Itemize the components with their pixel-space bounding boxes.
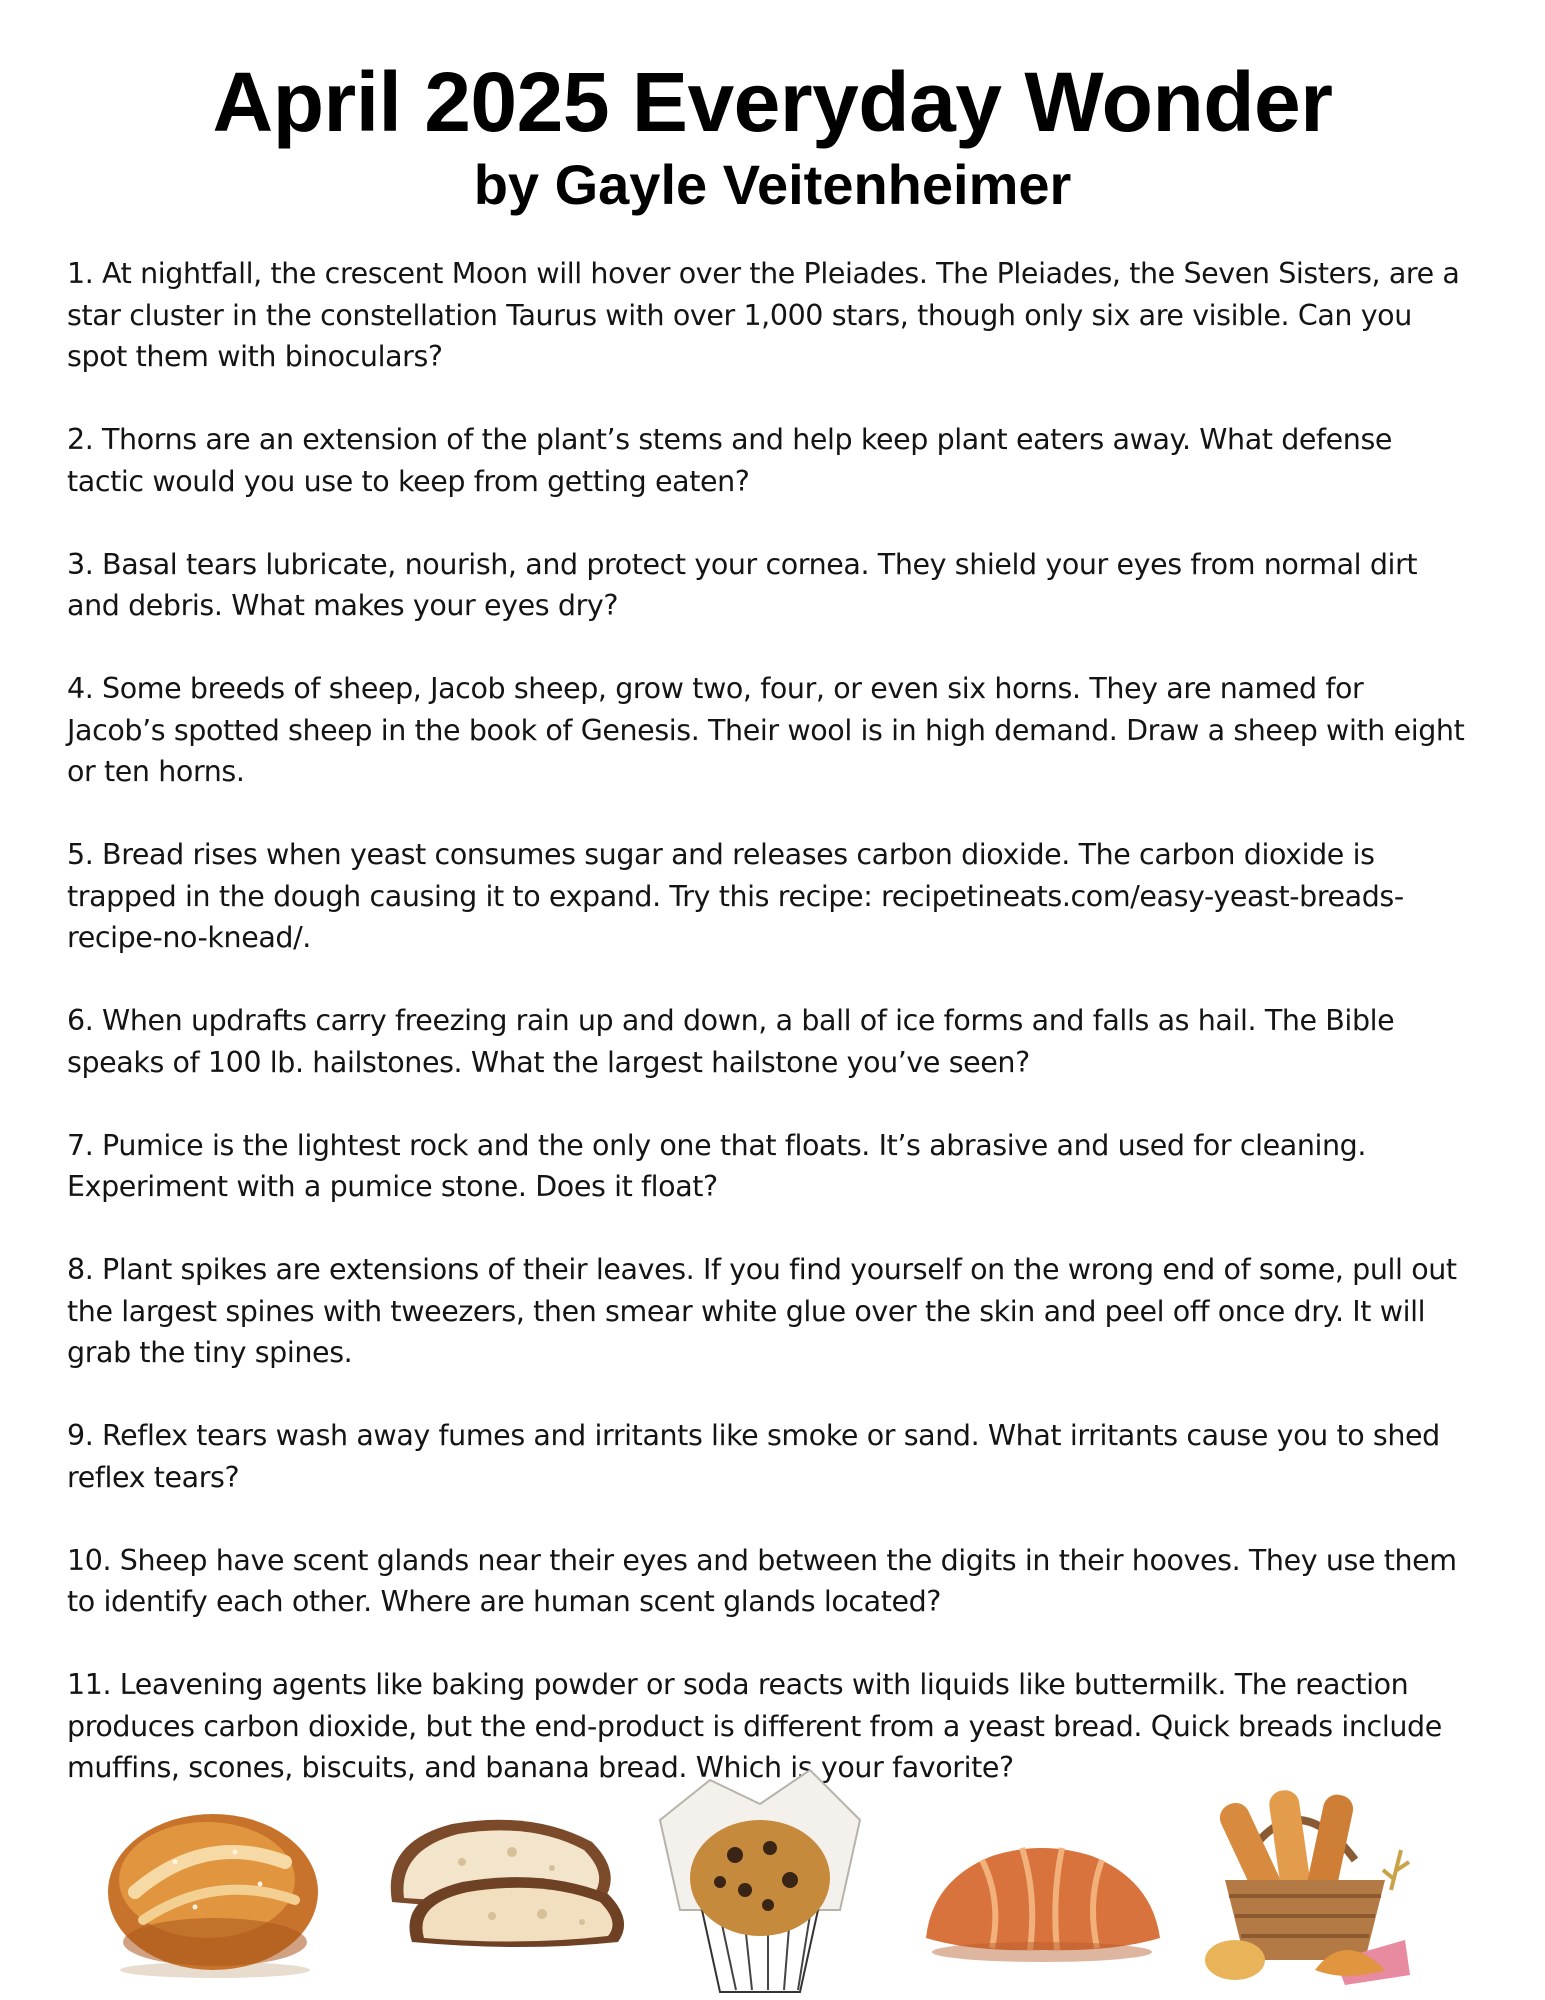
list-item: 4. Some breeds of sheep, Jacob sheep, grow two, four, or even six horns. They are named for Jacob’s spotted sheep in the book of Genesis. Their wool is in high demand. Draw a sheep with eight or ten horns.	[67, 672, 1465, 788]
bread-loaf-icon	[95, 1792, 335, 1982]
list-item: 1. At nightfall, the crescent Moon will hover over the Pleiades. The Pleiades, the Seven Sisters, are a star cluster in the constellation Taurus with over 1,000 stars, though only six are visible. Can you spot them with binoculars?	[67, 257, 1460, 373]
bread-illustrations	[0, 1760, 1545, 2000]
page-title: April 2025 Everyday Wonder	[212, 55, 1333, 149]
list-item: 5. Bread rises when yeast consumes sugar and releases carbon dioxide. The carbon dioxide is trapped in the dough causing it to expand. Try this recipe: recipetineats.com/easy-yeast-breads-recipe-no-knead/.	[67, 838, 1404, 954]
list-item: 8. Plant spikes are extensions of their leaves. If you find yourself on the wrong end of some, pull out the largest spines with tweezers, then smear white glue over the skin and peel off once dry. It will grab the tiny spines.	[67, 1253, 1457, 1369]
bread-slices-icon	[372, 1802, 642, 1952]
list-item: 11. Leavening agents like baking powder or soda reacts with liquids like buttermilk. The reaction produces carbon dioxide, but the end-product is different from a yeast bread. Quick breads include muffins, scones, biscuits, and banana bread. Which is your favorite?	[67, 1668, 1442, 1784]
list-item: 10. Sheep have scent glands near their eyes and between the digits in their hooves. They use them to identify each other. Where are human scent glands located?	[67, 1543, 1457, 1618]
list-item: 7. Pumice is the lightest rock and the only one that floats. It’s abrasive and used for cleaning. Experiment with a pumice stone. Does it float?	[67, 1128, 1367, 1203]
wonder-list	[67, 253, 1467, 1830]
bread-basket-icon	[1195, 1770, 1415, 1990]
list-item: 2. Thorns are an extension of the plant’s stems and help keep plant eaters away. What defense tactic would you use to keep from getting eaten?	[67, 423, 1393, 498]
author-byline: by Gayle Veitenheimer	[473, 153, 1072, 216]
list-item: 3. Basal tears lubricate, nourish, and protect your cornea. They shield your eyes from normal dirt and debris. What makes your eyes dry?	[67, 547, 1418, 622]
muffin-icon	[640, 1760, 880, 2000]
list-item: 6. When updrafts carry freezing rain up and down, a ball of ice forms and falls as hail. The Bible speaks of 100 lb. hailstones. What the largest hailstone you’ve seen?	[67, 1004, 1395, 1079]
list-item: 9. Reflex tears wash away fumes and irritants like smoke or sand. What irritants cause you to shed reflex tears?	[67, 1419, 1440, 1494]
croissant-icon	[912, 1820, 1172, 1970]
